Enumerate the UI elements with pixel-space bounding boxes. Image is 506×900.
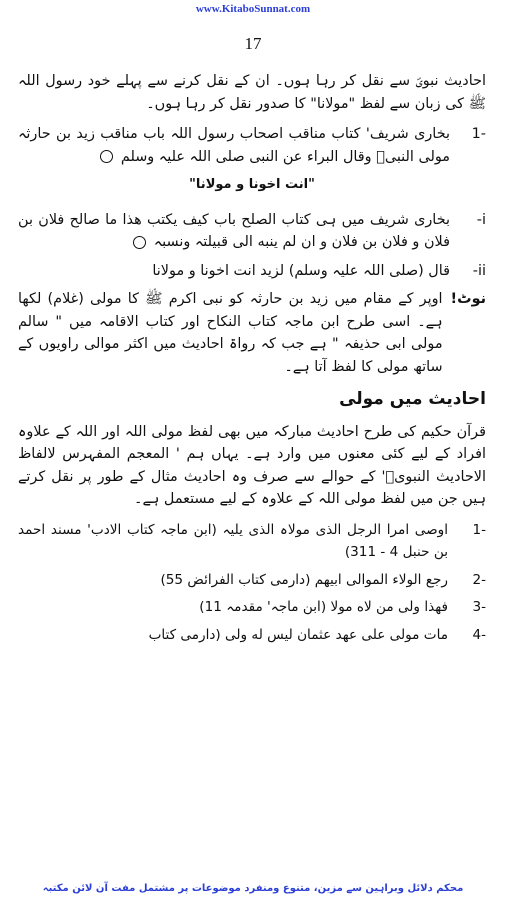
list-item-text: فهذا ولی من لاه مولا (ابن ماجہ' مقدمہ 11) — [199, 599, 448, 615]
list-item-number: -1 — [472, 521, 486, 538]
list-item — [18, 519, 486, 564]
note-text: اوپر کے مقام میں زید بن حارثہ کو نبی اکرم ﷺ کا مولی (غلام) لکھا ہے۔ اسی طرح ابن ماجہ کتاب النکاح اور کتاب الاقامہ میں " سالم مولی ابی حذیفہ " ہے جب کہ رواۃ احادیث میں اکثر موالی راویوں کے ساتھ مولی کا لفظ آتا ہے۔ — [18, 291, 443, 375]
item-number: ii- — [472, 262, 486, 279]
hadith-item-ii — [18, 260, 486, 283]
footer-banner[interactable]: محکم دلائل وبراہین سے مزین، متنوع ومنفرد موضوعات پر مشتمل مفت آن لائن مکتبہ — [42, 883, 464, 894]
list-item-text: اوصی امرا الرجل الذی مولاہ الذی یلیہ (ابن ماجہ کتاب الادب' مسند احمد بن حنبل 4 - 311) — [18, 521, 448, 560]
list-item-number: -4 — [472, 626, 486, 643]
hadith-item-i — [18, 209, 486, 254]
note-label: نوٹ! — [450, 291, 486, 307]
page-content — [18, 70, 486, 651]
list-item-number: -3 — [472, 599, 486, 615]
end-circle-icon — [133, 236, 146, 249]
section-heading: احادیث میں مولی — [339, 389, 486, 409]
hadith-text: بخاری شریف' کتاب مناقب اصحاب رسول اللہ باب مناقب زید بن حارثہ مولی النبیؐ وقال البراء عن النبی صلی اللہ علیہ وسلم — [18, 126, 450, 165]
item-number: -1 — [471, 126, 486, 142]
note-block — [18, 288, 486, 378]
hadith-text: بخاری شریف میں ہی کتاب الصلح باب کیف یکتب ھذا ما صالح فلان بن فلان و فلان بن فلان و ان لم ینبه الی قبیلتہ ونسبہ — [18, 211, 450, 250]
hadith-text: قال (صلی اللہ علیہ وسلم) لزید انت اخونا و مولانا — [152, 262, 450, 279]
quote-heading: "انت اخونا و مولانا" — [189, 177, 315, 192]
list-item — [18, 596, 486, 619]
list-item — [18, 569, 486, 592]
item-number: i- — [476, 211, 486, 228]
website-url-link[interactable]: www.KitaboSunnat.com — [195, 3, 311, 15]
section-paragraph: قرآن حکیم کی طرح احادیث مبارکہ میں بھی لفظ مولی اللہ اور اللہ کے علاوہ افراد کے لیے کئی معنوں میں وارد ہے۔ یہاں ہم ' المعجم المفہرس لالفاظ الاحادیث النبویؐ' کے حوالے سے صرف وہ احادیث مثال کے طور پر نقل کرتے ہیں جن میں لفظ مولی اللہ کے علاوہ کے لیے مستعمل ہے۔ — [18, 423, 486, 507]
list-item-number: -2 — [472, 571, 486, 588]
hadith-item-1 — [18, 123, 486, 168]
list-item-text: مات مولی علی عهد عثمان لیس له ولی (دارمی کتاب — [148, 626, 448, 643]
intro-paragraph: احادیث نبویؐ سے نقل کر رہا ہوں۔ ان کے نقل کرنے سے پہلے خود رسول اللہ ﷺ کی زبان سے لفظ "مولانا" کا صدور نقل کر رہا ہوں۔ — [18, 73, 486, 112]
page-number: 17 — [244, 34, 262, 53]
list-item — [18, 624, 486, 647]
reference-list — [18, 519, 486, 647]
list-item-text: رجع الولاء الموالی ابیهم (دارمی کتاب الفرائض 55) — [160, 571, 448, 588]
end-circle-icon — [100, 150, 113, 163]
